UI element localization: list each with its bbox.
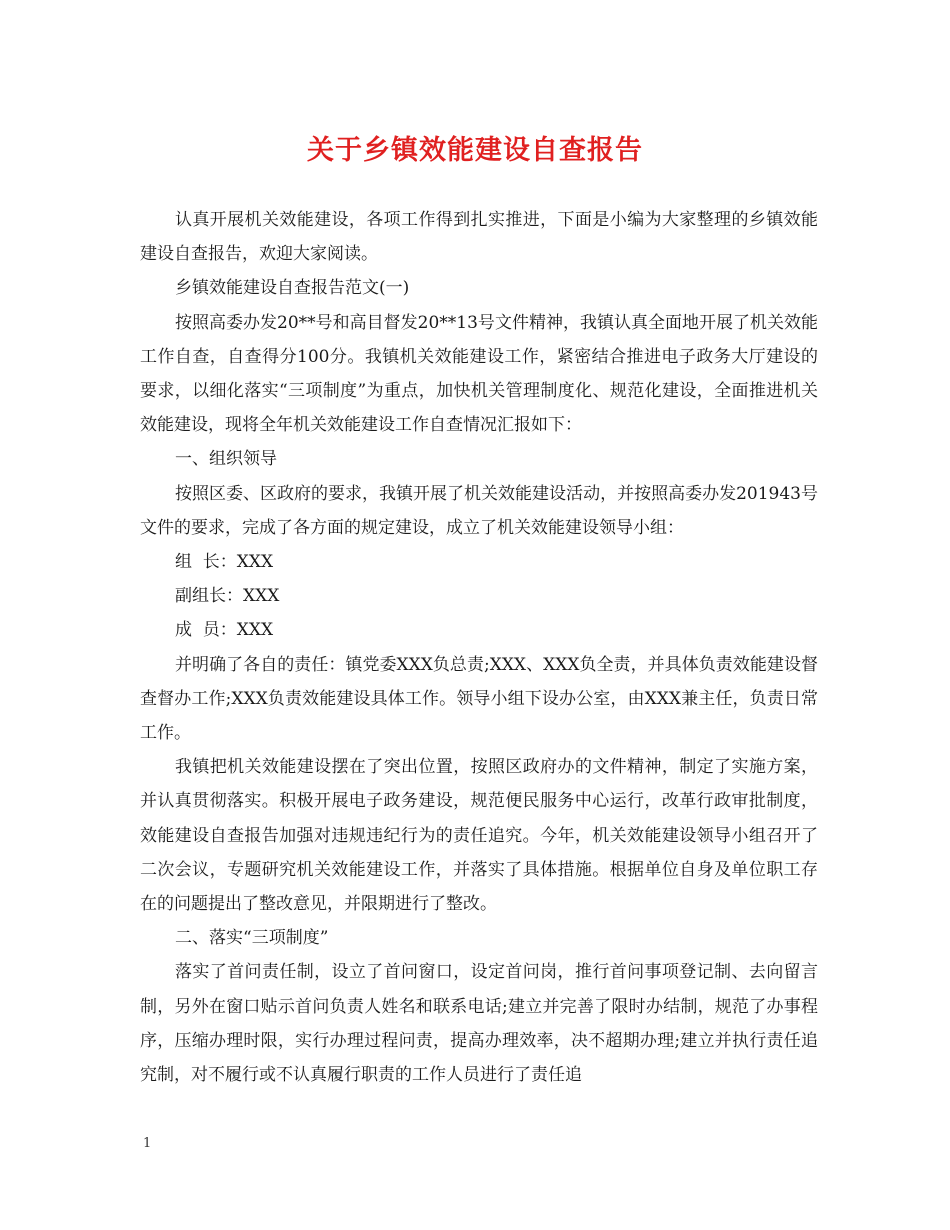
member-line: 成 员：XXX — [175, 620, 274, 641]
leader-line: 组 长：XXX — [175, 552, 274, 573]
document-body — [140, 203, 818, 1092]
deputy-leader-line: 副组长：XXX — [175, 586, 280, 607]
document-title: 关于乡镇效能建设自查报告 — [307, 135, 643, 166]
paragraph-intro: 认真开展机关效能建设，各项工作得到扎实推进，下面是小编为大家整理的乡镇效能建设自查报告，欢迎大家阅读。 — [140, 210, 818, 265]
paragraph-sample-heading: 乡镇效能建设自查报告范文(一) — [175, 278, 410, 299]
paragraph-overview: 按照高委办发20**号和高目督发20**13号文件精神，我镇认真全面地开展了机关效能工作自查，自查得分100分。我镇机关效能建设工作，紧密结合推进电子政务大厅建设的要求，以细化落实“三项制度”为重点，加快机关管理制度化、规范化建设，全面推进机关效能建设，现将全年机关效能建设工作自查情况汇报如下： — [140, 312, 818, 436]
section-heading-three-systems: 二、落实“三项制度” — [175, 928, 329, 949]
paragraph-three-systems: 落实了首问责任制，设立了首问窗口，设定首问岗，推行首问事项登记制、去向留言制，另外在窗口贴示首问负责人姓名和联系电话;建立并完善了限时办结制，规范了办事程序，压缩办理时限，实行办理过程问责，提高办理效率，决不超期办理;建立并执行责任追究制，对不履行或不认真履行职责的工作人员进行了责任追 — [140, 962, 818, 1086]
paragraph-implementation: 我镇把机关效能建设摆在了突出位置，按照区政府办的文件精神，制定了实施方案，并认真贯彻落实。积极开展电子政务建设，规范便民服务中心运行，改革行政审批制度，效能建设自查报告加强对违规违纪行为的责任追究。今年，机关效能建设领导小组召开了二次会议，专题研究机关效能建设工作，并落实了具体措施。根据单位自身及单位职工存在的问题提出了整改意见，并限期进行了整改。 — [140, 757, 818, 915]
page-number: 1 — [143, 1136, 152, 1151]
paragraph-organization: 按照区委、区政府的要求，我镇开展了机关效能建设活动，并按照高委办发201943号文件的要求，完成了各方面的规定建设，成立了机关效能建设领导小组： — [140, 483, 818, 538]
section-heading-organization: 一、组织领导 — [175, 449, 277, 470]
paragraph-responsibilities: 并明确了各自的责任：镇党委XXX负总责;XXX、XXX负全责，并具体负责效能建设督查督办工作;XXX负责效能建设具体工作。领导小组下设办公室，由XXX兼主任，负责日常工作。 — [140, 654, 818, 744]
